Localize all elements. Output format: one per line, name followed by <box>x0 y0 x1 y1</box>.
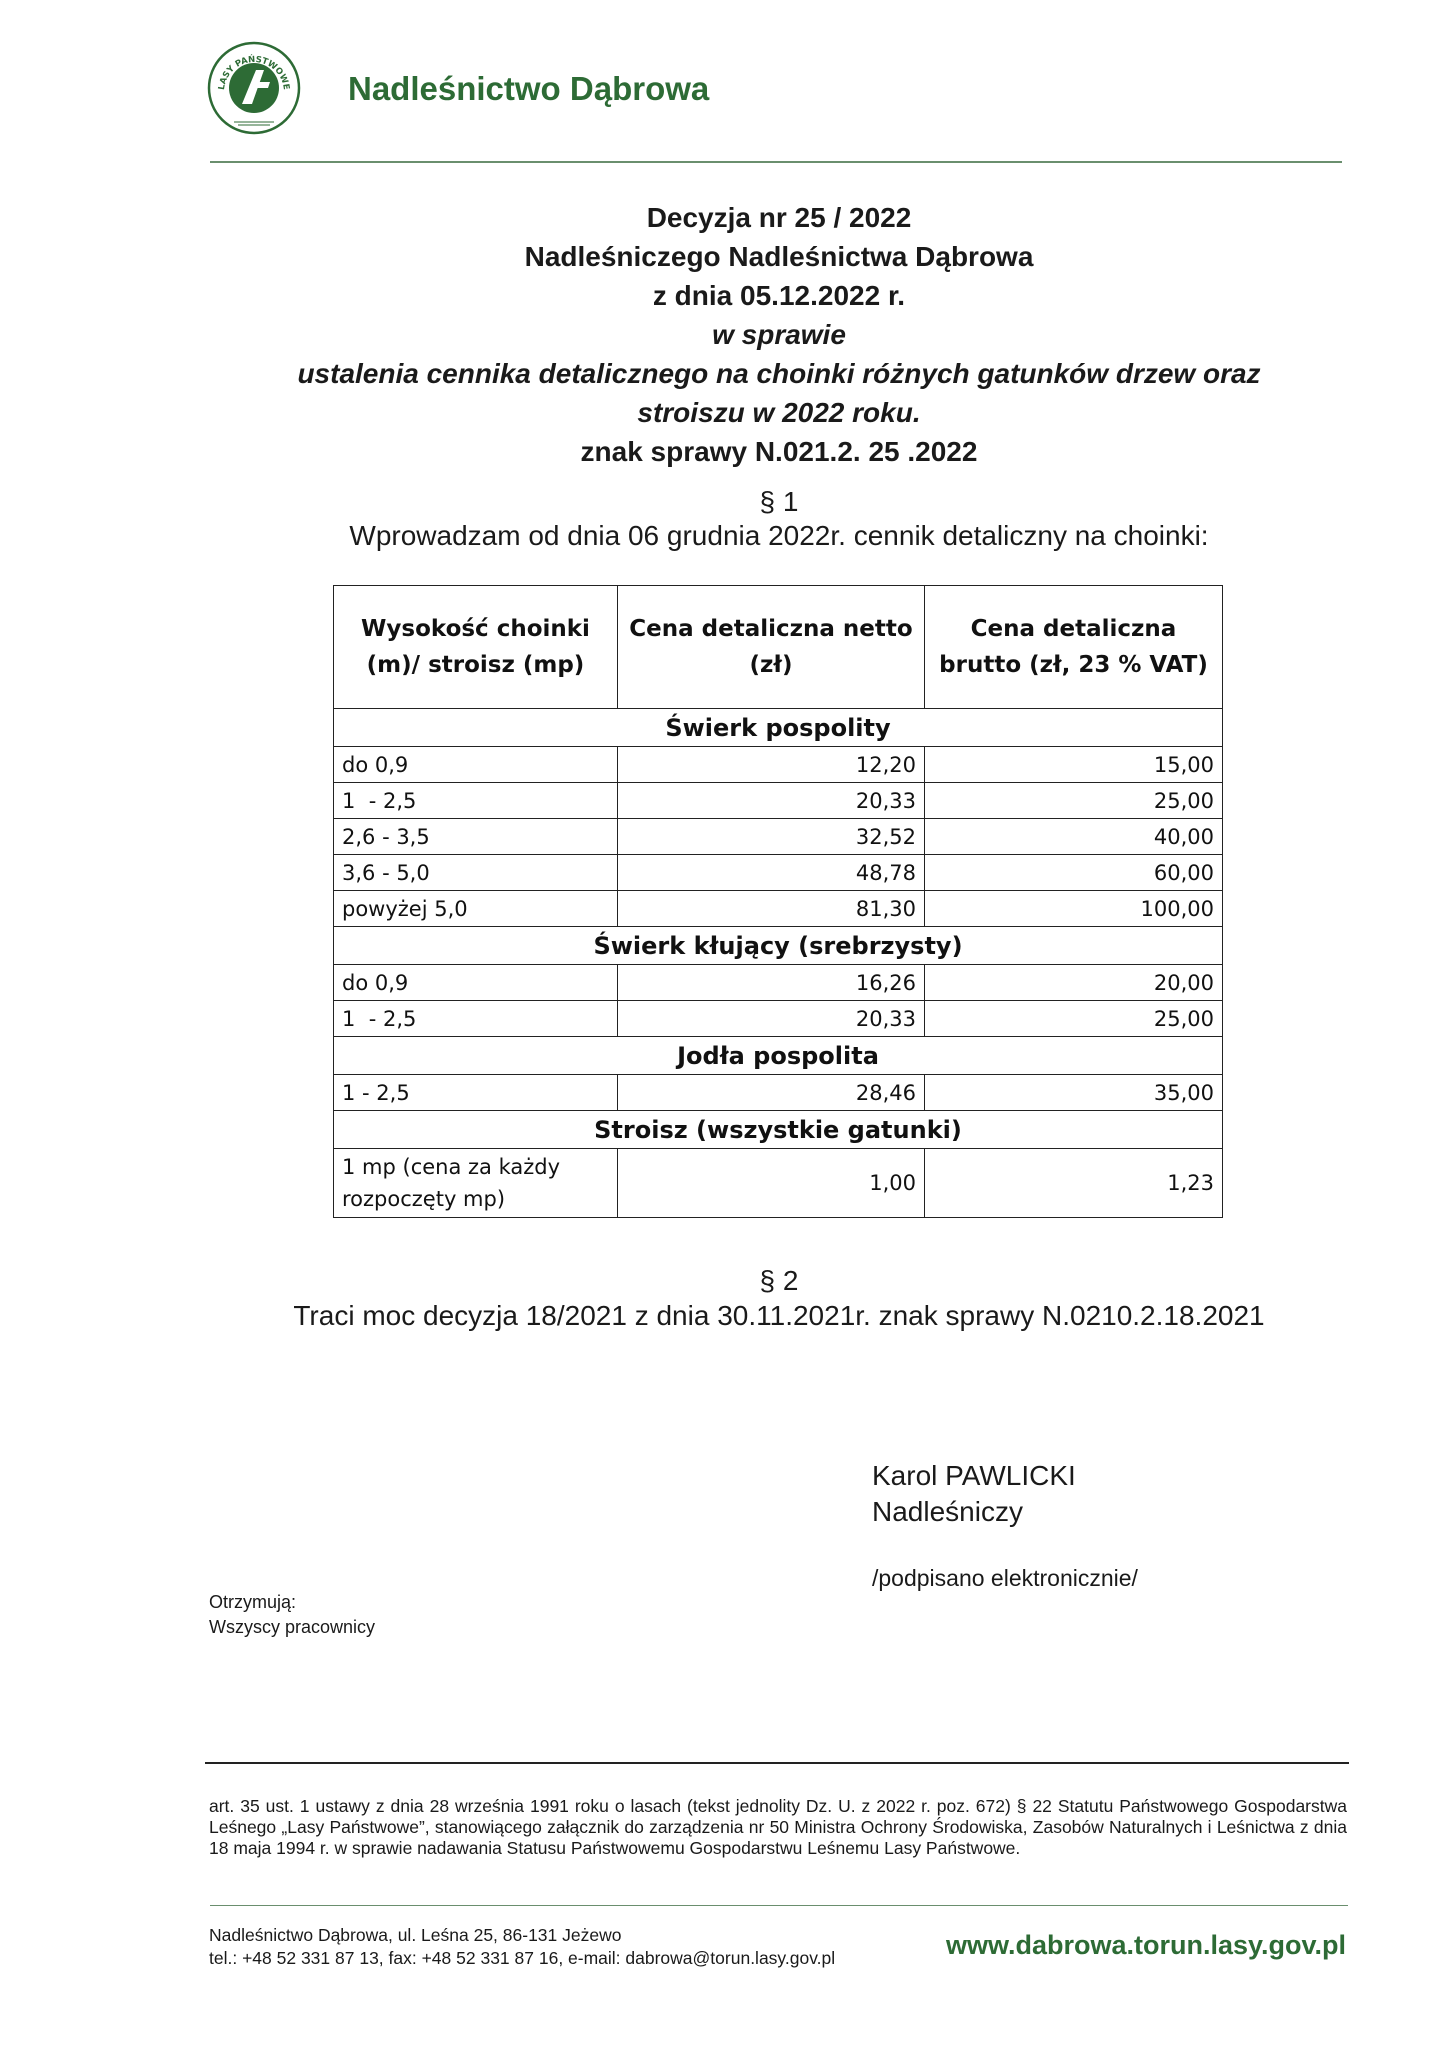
table-header-row <box>334 586 1223 709</box>
lasy-panstwowe-logo <box>206 40 302 136</box>
organization-name: Nadleśnictwo Dąbrowa <box>348 70 710 107</box>
address: Nadleśnictwo Dąbrowa, ul. Leśna 25, 86-131 Jeżewo <box>209 1925 622 1945</box>
decision-title <box>0 198 1448 471</box>
svg-text:LASY PAŃSTWOWE: LASY PAŃSTWOWE <box>217 54 291 91</box>
section-1-text: Wprowadzam od dnia 06 grudnia 2022r. cennik detaliczny na choinki: <box>349 520 1209 551</box>
decision-subject-intro: w sprawie <box>712 319 846 350</box>
table-row: 2,6 - 3,5 32,52 40,00 <box>334 819 1223 855</box>
contact-details: tel.: +48 52 331 87 13, fax: +48 52 331 87 16, e-mail: dabrowa@torun.lasy.gov.pl <box>209 1948 836 1968</box>
legal-basis: art. 35 ust. 1 ustawy z dnia 28 września 1991 roku o lasach (tekst jednolity Dz. U. z 2022 r. poz. 672) § 22 Statutu Państwowego Gospodarstwa Leśnego „Lasy Państwowe”, stanowiącego załącznik do zarządzenia nr 50 Ministra Ochrony Środowiska, Zasobów Naturalnych i Leśnictwa z dnia 18 maja 1994 r. w sprawie nadawania Statusu Państwowemu Gospodarstwu Leśnemu Lasy Państwowe. <box>209 1796 1347 1858</box>
header-net-price: Cena detaliczna netto (zł) <box>618 586 925 709</box>
signatory-role: Nadleśniczy <box>872 1496 1023 1527</box>
contact-block <box>209 1924 835 1970</box>
table-row: 1 - 2,5 20,33 25,00 <box>334 783 1223 819</box>
table-row: do 0,9 16,26 20,00 <box>334 965 1223 1001</box>
table-row: 1 - 2,5 20,33 25,00 <box>334 1001 1223 1037</box>
table-row: 1 - 2,5 28,46 35,00 <box>334 1075 1223 1111</box>
signature-note: /podpisano elektronicznie/ <box>872 1565 1138 1591</box>
section-1-symbol: § 1 <box>759 486 799 517</box>
decision-date: z dnia 05.12.2022 r. <box>652 280 906 311</box>
footer-divider <box>205 1762 1349 1764</box>
decision-subject-line2: stroiszu w 2022 roku. <box>637 397 921 428</box>
group-header: Świerk kłujący (srebrzysty) <box>334 927 1223 965</box>
signatory-name: Karol PAWLICKI <box>872 1460 1076 1491</box>
recipients-value: Wszyscy pracownicy <box>209 1617 376 1637</box>
website-link[interactable]: www.dabrowa.torun.lasy.gov.pl <box>946 1930 1347 1960</box>
header-height: Wysokość choinki (m)/ stroisz (mp) <box>334 586 618 709</box>
table-row: 3,6 - 5,0 48,78 60,00 <box>334 855 1223 891</box>
decision-number: Decyzja nr 25 / 2022 <box>646 202 912 233</box>
table-row: do 0,9 12,20 15,00 <box>334 747 1223 783</box>
section-2-text: Traci moc decyzja 18/2021 z dnia 30.11.2021r. znak sprawy N.0210.2.18.2021 <box>293 1300 1265 1331</box>
section-2-symbol: § 2 <box>759 1265 799 1296</box>
group-header: Świerk pospolity <box>334 709 1223 747</box>
case-reference: znak sprawy N.021.2. 25 .2022 <box>580 436 978 467</box>
table-row: powyżej 5,0 81,30 100,00 <box>334 891 1223 927</box>
group-header: Jodła pospolita <box>334 1037 1223 1075</box>
group-header: Stroisz (wszystkie gatunki) <box>334 1111 1223 1149</box>
decision-subject-line1: ustalenia cennika detalicznego na choinki różnych gatunków drzew oraz <box>297 358 1261 389</box>
table-row: 1 mp (cena za każdy rozpoczęty mp) 1,00 1,23 <box>334 1149 1223 1218</box>
decision-issuer: Nadleśniczego Nadleśnictwa Dąbrowa <box>524 241 1034 272</box>
recipients-label: Otrzymują: <box>209 1592 297 1612</box>
price-table <box>333 585 1223 1218</box>
contact-divider <box>210 1905 1348 1906</box>
header-divider <box>210 161 1342 163</box>
header-gross-price: Cena detaliczna brutto (zł, 23 % VAT) <box>925 586 1223 709</box>
